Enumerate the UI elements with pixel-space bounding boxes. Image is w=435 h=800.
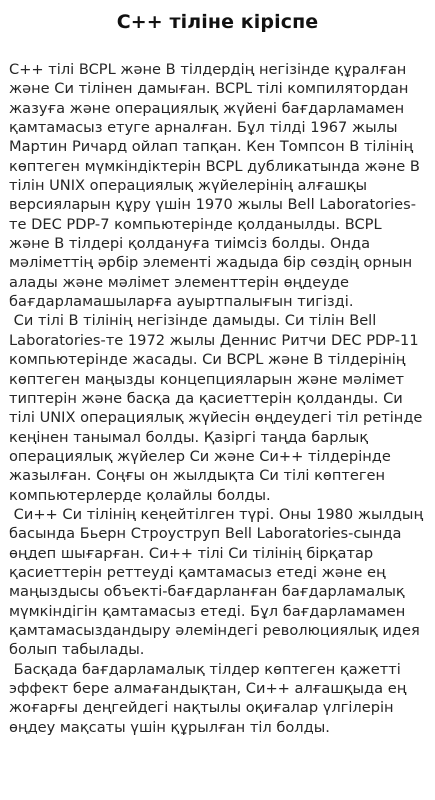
article-paragraph-2: Си тілі B тілінің негізінде дамыды. Си тілін Bell Laboratories-те 1972 жылы Деннис Ритчи DEC PDP-11 компьютерінде жасады. Си BCPL және B тілдерінің көптеген маңызды концепцияларын және мәлімет типтерін және басқа да қасиеттерін қолданды. Си тілі UNIX операциялық жүйесін өңдеудегі тіл ретінде кеңінен танымал болды. Қазіргі таңда барлық операциялық жүйелер Си және Си++ тілдерінде жазылған. Соңғы он жылдықта Си тілі көптеген компьютерлерде қолайлы болды.	[9, 312, 428, 504]
article-paragraph-1: C++ тілі BCPL және B тілдердің негізінде құралған және Си тілінен дамыған. BCPL тілі компилятордан жазуға және операциялық жүйені бағдарламамен қамтамасыз етуге арналған. Бұл тілді 1967 жылы Мартин Ричард ойлап тапқан. Кен Томпсон B тілінің көптеген мүмкіндіктерін BCPL дубликатында және B тілін UNIX операциялық жүйелерінің алғашқы версияларын құру үшін 1970 жылы Bell Laboratories-те DEC PDP-7 компьютерінде қолданылды. BCPL және B тілдері қолдануға тиімсіз болды. Онда мәліметтің әрбір элементі жадыда бір сөздің орнын алады және мәлімет элементтерін өңдеуде бағдарламашыларға ауыртпалығын тигізді.	[9, 61, 425, 311]
article-paragraph-3: Си++ Си тілінің кеңейтілген түрі. Оны 1980 жылдың басында Бьерн Строуструп Bell Laboratories-сында өңдеп шығарған. Си++ тілі Си тілінің бірқатар қасиеттерін реттеуді қамтамасыз етеді және ең маңыздысы объекті-бағдарланған бағдарламалық мүмкіндігін қамтамасыз етеді. Бұл бағдарламамен қамтамасыздандыру әлеміндегі революциялық идея болып табылады.	[9, 505, 428, 659]
page-title: C++ тіліне кіріспе	[116, 11, 319, 33]
article-body[interactable]	[0, 44, 435, 737]
article-paragraph-4: Басқада бағдарламалық тілдер көптеген қажетті эффект бере алмағандықтан, Си++ алғашқыда ең жоғарғы деңгейдегі нақтылы оқиғалар үлгілерін өңдеу мақсаты үшін құрылған тіл болды.	[9, 660, 411, 736]
